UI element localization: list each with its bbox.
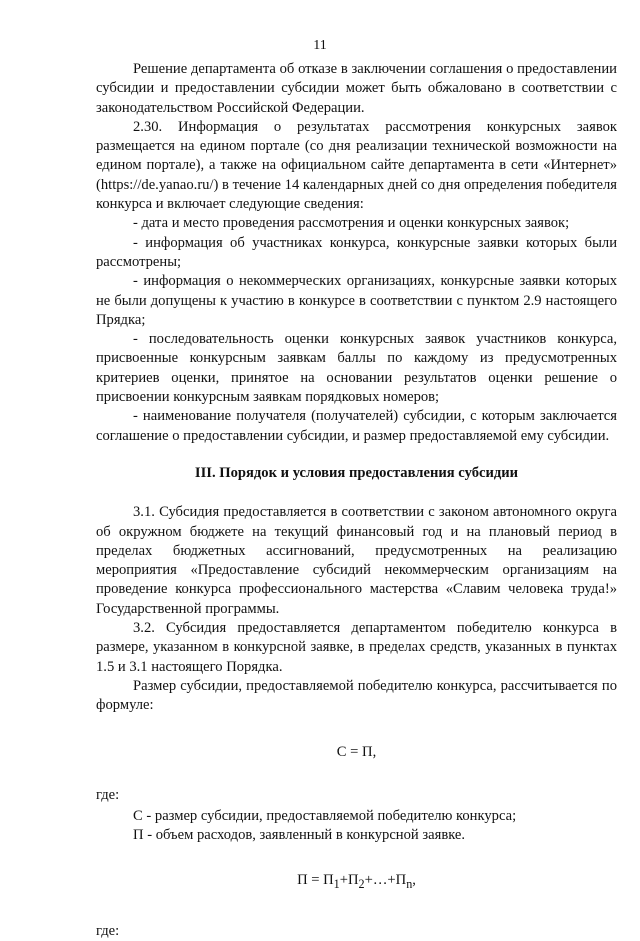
formula-end: , (412, 871, 416, 888)
formula-sub-n: n (406, 876, 413, 891)
definition-c: С - размер субсидии, предоставляемой победителю конкурса; (133, 808, 517, 825)
formula-c-equals-p: С = П, (336, 743, 377, 760)
formula-p-sum-start: П = П (297, 871, 334, 888)
formula-plus-1: +П (339, 871, 359, 888)
list-item-participants: - информация об участниках конкурса, конкурсные заявки которых были рассмотрены; (96, 234, 617, 270)
formula-plus-2: +…+П (364, 871, 407, 888)
where-label: где: (96, 786, 120, 803)
paragraph-3-1: 3.1. Субсидия предоставляется в соответствии с законом автономного округа об окружном бюджете на текущий финансовый год и на плановый период в пределах бюджетных ассигнований, предусмотренных на реализацию мероприятия «Предоставление субсидий некоммерческим организациям на проведение конкурса профессионального мастерства «Славим человека труда!» Государственной программы. (96, 504, 617, 617)
list-item-rejected: - информация о некоммерческих организациях, конкурсные заявки которых не были допущены к участию в конкурсе в соответствии с пунктом 2.9 настоящего Прядка; (96, 273, 617, 328)
paragraph-3-2: 3.2. Субсидия предоставляется департаментом победителю конкурса в размере, указанном в конкурсной заявке, в пределах средств, указанных в пунктах 1.5 и 3.1 настоящего Порядка. (96, 620, 617, 675)
where-label-2: где: (96, 922, 120, 939)
list-item-recipient: - наименование получателя (получателей) субсидии, с которым заключается соглашение о предоставлении субсидии, и размер предоставляемой ему субсидии. (96, 408, 617, 444)
paragraph-formula-intro: Размер субсидии, предоставляемой победителю конкурса, рассчитывается по формуле: (96, 677, 617, 714)
document-body (96, 60, 617, 941)
formula-sub-1: 1 (333, 876, 340, 891)
paragraph-decision-appeal: Решение департамента об отказе в заключении соглашения о предоставлении субсидии и предоставлении субсидии может быть обжаловано в соответствии с законодательством Российской Федерации. (96, 61, 617, 116)
paragraph-2-30: 2.30. Информация о результатах рассмотрения конкурсных заявок размещается на едином портале (со дня реализации технической возможности на едином портале), а также на официальном сайте департамента в сети «Интернет» (https://de.yanao.ru/) в течение 14 календарных дней со дня определения победителя конкурса и включает следующие сведения: (96, 118, 617, 213)
formula-p-sum (96, 871, 617, 894)
section-heading: III. Порядок и условия предоставления субсидии (194, 464, 519, 481)
list-item-date-place: - дата и место проведения рассмотрения и оценки конкурсных заявок; (133, 215, 570, 232)
list-item-evaluation: - последовательность оценки конкурсных заявок участников конкурса, присвоенные конкурсным заявкам баллы по каждому из предусмотренных критериев оценки, принятое на основании результатов оценки решение о присвоении конкурсным заявкам порядковых номеров; (96, 331, 617, 406)
page-number: 11 (313, 38, 327, 53)
formula-sub-2: 2 (358, 876, 365, 891)
definition-p: П - объем расходов, заявленный в конкурсной заявке. (133, 827, 466, 844)
